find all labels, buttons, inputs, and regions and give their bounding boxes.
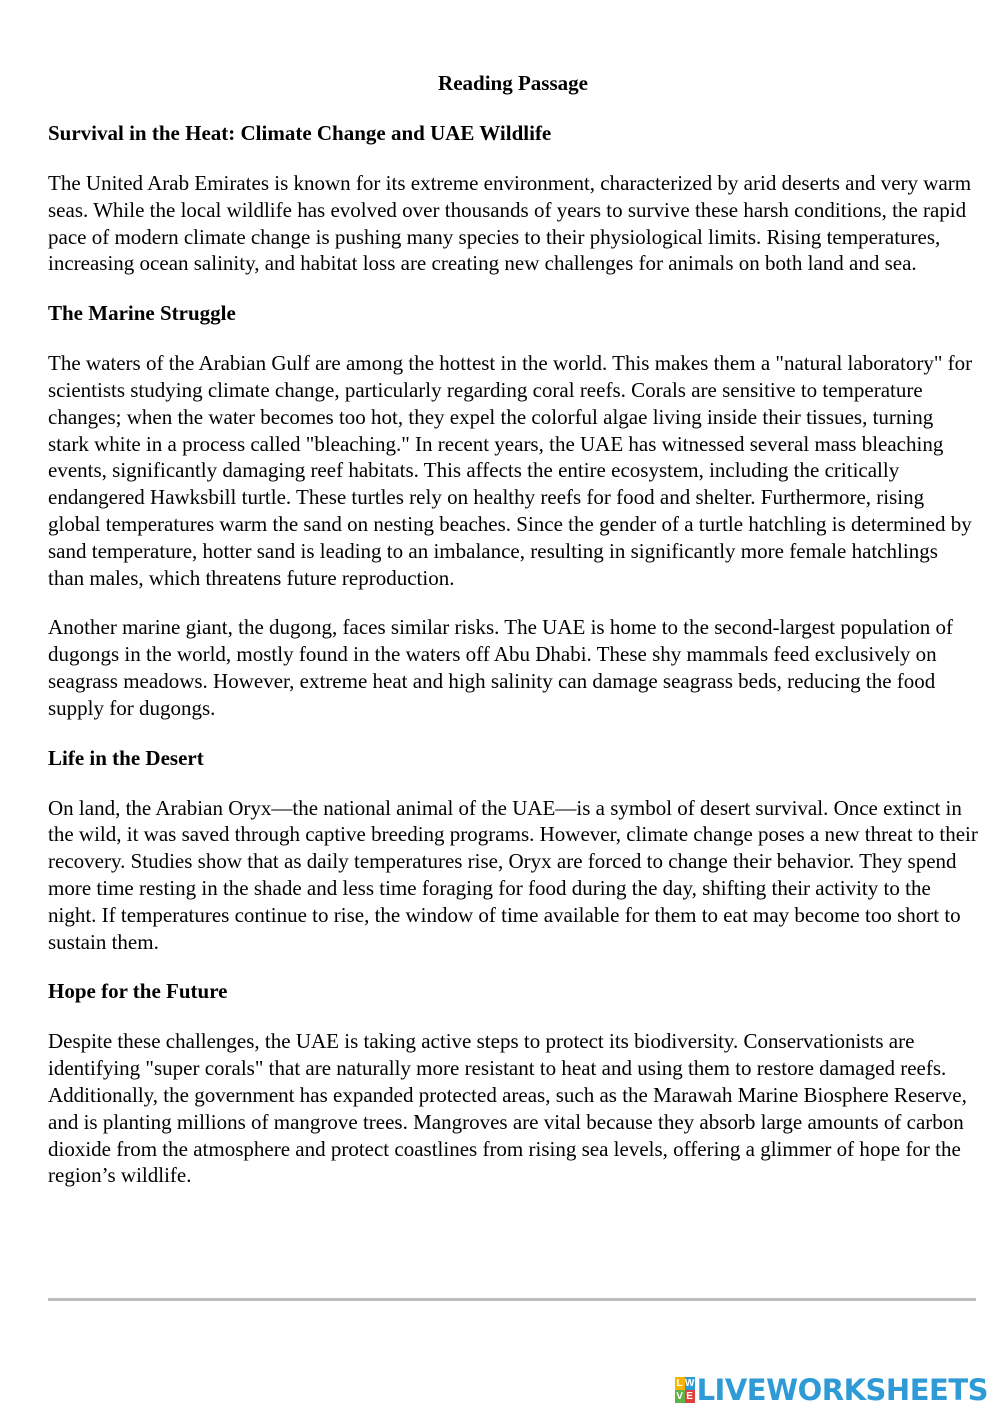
logo-tile-w: W <box>684 1378 695 1389</box>
section-heading-future: Hope for the Future <box>48 979 228 1004</box>
liveworksheets-logo-icon <box>675 1377 695 1403</box>
future-paragraph-1: Despite these challenges, the UAE is taking active steps to protect its biodiversity. Conservationists are identifying "super corals" that are naturally more resistant to heat and using them to restore damaged reefs. Additionally, the government has expanded protected areas, such as the Marawah Marine Biosphere Reserve, and is planting millions of mangrove trees. Mangroves are vital because they absorb large amounts of carbon dioxide from the atmosphere and protect coastlines from rising sea levels, offering a glimmer of hope for the region’s wildlife. <box>48 1029 967 1188</box>
marine-paragraph-1: The waters of the Arabian Gulf are among the hottest in the world. This makes them a "natural laboratory" for scientists studying climate change, particularly regarding coral reefs. Corals are sensitive to temperature changes; when the water becomes too hot, they expel the colorful algae living inside their tissues, turning stark white in a process called "bleaching." In recent years, the UAE has witnessed several mass bleaching events, significantly damaging reef habitats. This affects the entire ecosystem, including the critically endangered Hawksbill turtle. These turtles rely on healthy reefs for food and shelter. Furthermore, rising global temperatures warm the sand on nesting beaches. Since the gender of a turtle hatchling is determined by sand temperature, hotter sand is leading to an imbalance, resulting in significantly more female hatchlings than males, which threatens future reproduction. <box>48 351 973 590</box>
passage-title: Survival in the Heat: Climate Change and UAE Wildlife <box>48 121 552 145</box>
intro-paragraph: The United Arab Emirates is known for its extreme environment, characterized by arid deserts and very warm seas. While the local wildlife has evolved over thousands of years to survive these harsh conditions, the rapid pace of modern climate change is pushing many species to their physiological limits. Rising temperatures, increasing ocean salinity, and habitat loss are creating new challenges for animals on both land and sea. <box>48 171 972 276</box>
marine-paragraph-2: Another marine giant, the dugong, faces similar risks. The UAE is home to the second-largest population of dugongs in the world, mostly found in the waters off Abu Dhabi. These shy mammals feed exclusively on seagrass meadows. However, extreme heat and high salinity can damage seagrass beds, reducing the food supply for dugongs. <box>48 615 953 720</box>
logo-tile-v: V <box>676 1391 683 1402</box>
footer-divider <box>48 1298 976 1301</box>
reading-passage <box>48 70 978 1212</box>
logo-tile-l: L <box>676 1378 683 1389</box>
liveworksheets-logo[interactable] <box>675 1373 988 1407</box>
desert-paragraph-1: On land, the Arabian Oryx—the national animal of the UAE—is a symbol of desert survival. Once extinct in the wild, it was saved through captive breeding programs. However, climate change poses a new threat to their recovery. Studies show that as daily temperatures rise, Oryx are forced to change their behavior. They spend more time resting in the shade and less time foraging for food during the day, shifting their activity to the night. If temperatures continue to rise, the window of time available for them to eat may become too short to sustain them. <box>48 795 978 954</box>
logo-tile-e: E <box>686 1391 693 1402</box>
liveworksheets-logo-text: LIVEWORKSHEETS <box>696 1373 988 1407</box>
passage-heading: Reading Passage <box>438 71 588 95</box>
section-heading-desert: Life in the Desert <box>48 745 204 770</box>
section-heading-marine: The Marine Struggle <box>48 301 236 326</box>
